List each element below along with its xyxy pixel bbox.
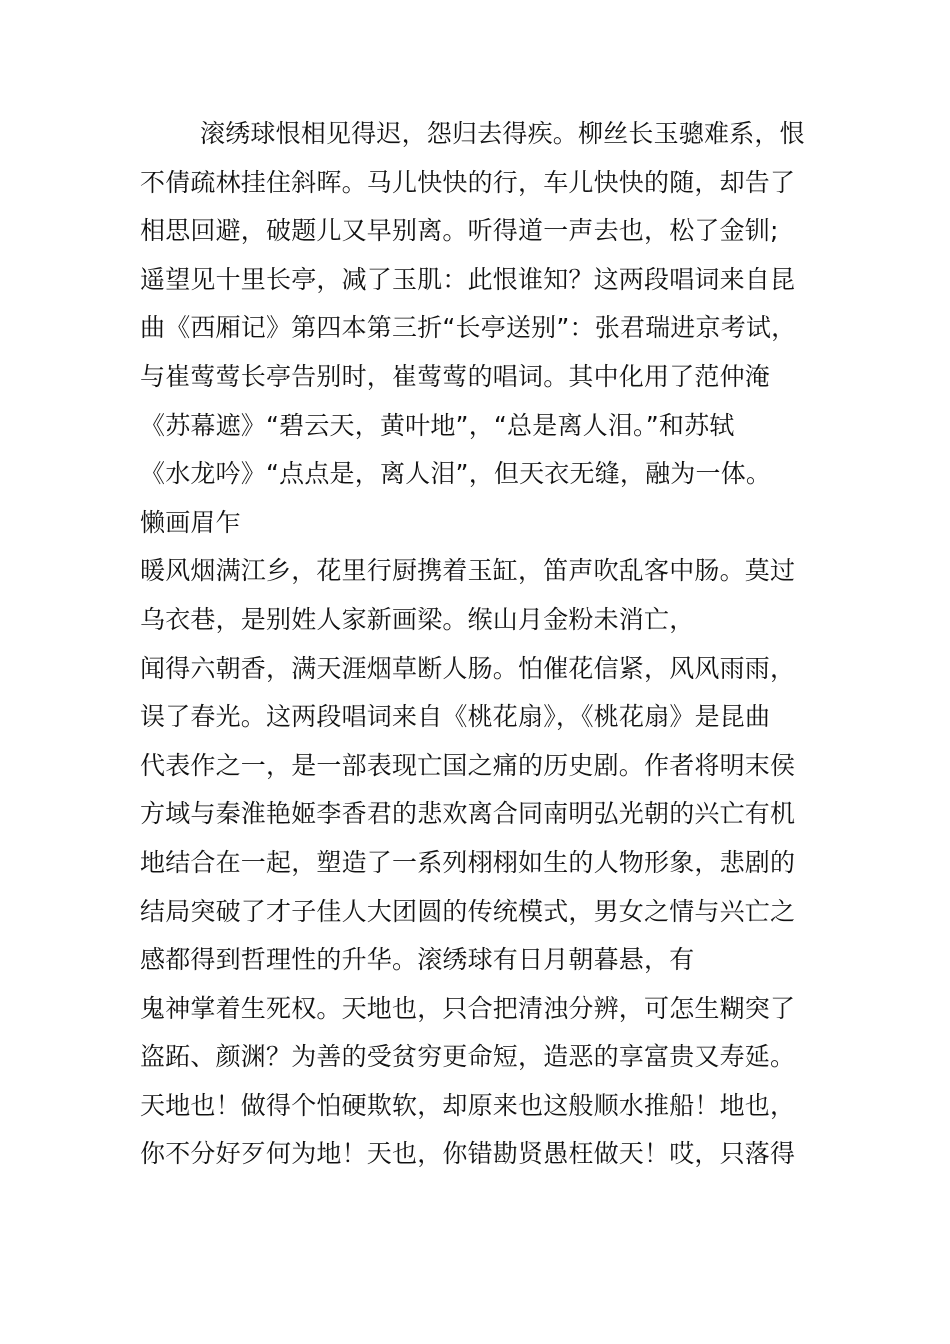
text-line-4: 遥望见十里长亭，减了玉肌：此恨谁知？这两段唱词来自昆 bbox=[140, 264, 796, 294]
text-line-19: 鬼神掌着生死权。天地也，只合把清浊分辨，可怎生糊突了 bbox=[140, 993, 796, 1023]
text-line-17: 结局突破了才子佳人大团圆的传统模式，男女之情与兴亡之 bbox=[140, 896, 796, 926]
text-line-7: 《苏幕遮》“碧云天，黄叶地”，“总是离人泪。”和苏轼 bbox=[140, 410, 735, 440]
text-line-12: 闻得六朝香，满天涯烟草断人肠。怕催花信紧，风风雨雨， bbox=[140, 653, 796, 683]
text-line-11: 乌衣巷，是别姓人家新画梁。缑山月金粉未消亡， bbox=[140, 604, 695, 634]
body-text bbox=[140, 110, 840, 1179]
text-line-1: 滚绣球恨相见得迟，怨归去得疾。柳丝长玉骢难系，恨 bbox=[200, 119, 805, 148]
text-line-18: 感都得到哲理性的升华。滚绣球有日月朝暮悬，有 bbox=[140, 945, 695, 975]
text-line-22: 你不分好歹何为地！天也，你错勘贤愚枉做天！哎，只落得 bbox=[140, 1139, 796, 1169]
text-line-15: 方域与秦淮艳姬李香君的悲欢离合同南明弘光朝的兴亡有机 bbox=[140, 799, 796, 829]
text-line-21: 天地也！做得个怕硬欺软，却原来也这般顺水推船！地也， bbox=[140, 1090, 796, 1120]
text-line-20: 盗跖、颜渊？为善的受贫穷更命短，造恶的享富贵又寿延。 bbox=[140, 1042, 796, 1072]
text-line-10: 暖风烟满江乡，花里行厨携着玉缸，笛声吹乱客中肠。莫过 bbox=[140, 556, 796, 586]
text-line-8: 《水龙吟》“点点是，离人泪”，但天衣无缝，融为一体。 bbox=[140, 459, 772, 489]
text-line-9: 懒画眉乍 bbox=[140, 507, 241, 537]
text-line-13: 误了春光。这两段唱词来自《桃花扇》，《桃花扇》是昆曲 bbox=[140, 702, 771, 732]
text-line-16: 地结合在一起，塑造了一系列栩栩如生的人物形象，悲剧的 bbox=[140, 847, 796, 877]
text-line-3: 相思回避，破题儿又早别离。听得道一声去也，松了金钏; bbox=[140, 216, 779, 246]
text-line-14: 代表作之一，是一部表现亡国之痛的历史剧。作者将明末侯 bbox=[140, 750, 796, 780]
text-line-2: 不倩疏林挂住斜晖。马儿快快的行，车儿快快的随，却告了 bbox=[140, 167, 796, 197]
text-line-6: 与崔莺莺长亭告别时，崔莺莺的唱词。其中化用了范仲淹 bbox=[140, 361, 771, 391]
text-line-5: 曲《西厢记》第四本第三折“长亭送别”：张君瑞进京考试， bbox=[140, 313, 797, 343]
